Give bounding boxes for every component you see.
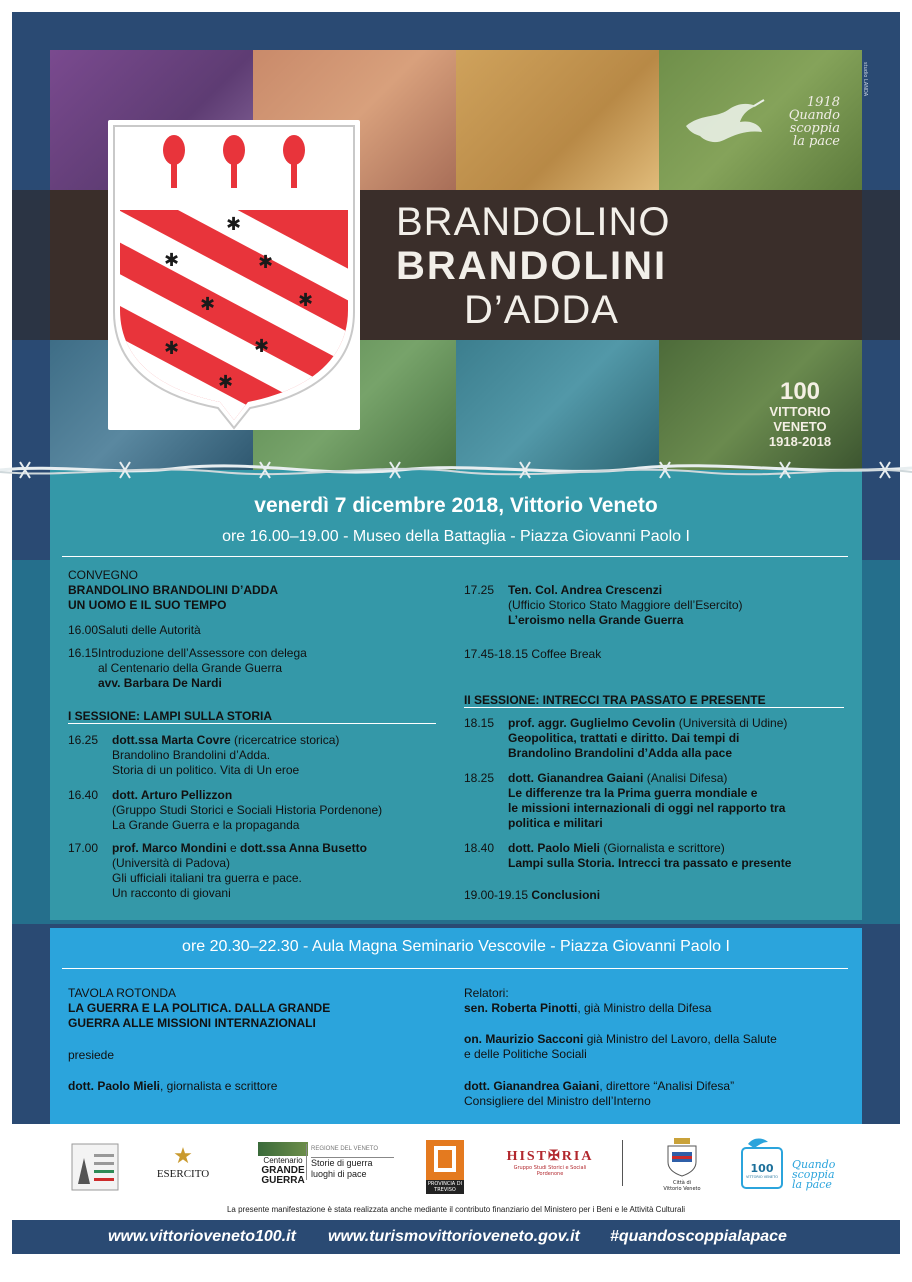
title-line-1: BRANDOLINO xyxy=(396,200,671,244)
speaker-affiliation: (Ufficio Storico Stato Maggiore dell’Esercito) xyxy=(508,598,743,612)
schedule-time: 16.40 xyxy=(68,788,99,802)
provincia-logo xyxy=(426,1140,464,1192)
session-1-title: I SESSIONE: LAMPI SULLA STORIA xyxy=(68,709,273,723)
centenario-line: Centenario xyxy=(263,1156,303,1165)
schedule-time: 18.15 xyxy=(464,716,495,730)
speaker-role-line: Consigliere del Ministro dell’Interno xyxy=(464,1094,651,1108)
talk-title: Brandolino Brandolini d’Adda. xyxy=(112,748,271,762)
speakers-list xyxy=(464,986,854,1116)
barbed-wire-icon xyxy=(0,450,912,490)
svg-text:✱: ✱ xyxy=(200,294,216,315)
speaker-name: dott. Arturo Pellizzon xyxy=(112,788,233,802)
esercito-logo xyxy=(148,1146,218,1180)
schedule-speaker-line xyxy=(508,771,727,786)
storie-line: Storie di guerra xyxy=(311,1158,373,1168)
title-band-left xyxy=(12,190,50,340)
speaker-affiliation: (Università di Udine) xyxy=(675,716,788,730)
schedule-speaker-line xyxy=(112,841,367,856)
speaker-entry xyxy=(464,1032,854,1047)
schedule-time: 17.45-18.15 xyxy=(464,647,529,661)
svg-text:✱: ✱ xyxy=(164,338,180,359)
centenary-line: VENETO xyxy=(773,419,827,434)
svg-text:✱: ✱ xyxy=(226,214,242,235)
photo-tile xyxy=(456,50,659,190)
schedule-speaker-line xyxy=(508,841,725,856)
storie-line: luoghi di pace xyxy=(311,1169,367,1179)
historia-label: HIST✠RIA xyxy=(506,1149,594,1164)
speaker-role-line: e delle Politiche Sociali xyxy=(464,1047,587,1061)
round-table-label: TAVOLA ROTONDA xyxy=(68,986,177,1000)
talk-title: Le differenze tra la Prima guerra mondiale e xyxy=(508,786,758,800)
centenary-line: VITTORIO xyxy=(769,404,831,419)
quando-line: scoppia xyxy=(792,1168,835,1181)
star-icon: ★ xyxy=(173,1144,193,1169)
speaker-name: dott. Paolo Mieli xyxy=(508,841,600,855)
svg-text:✱: ✱ xyxy=(254,336,270,357)
schedule-time: 17.00 xyxy=(68,841,99,855)
centenary-line: 1918-2018 xyxy=(768,434,832,449)
centenario-mark xyxy=(258,1142,308,1156)
divider xyxy=(464,707,844,708)
schedule-speaker-line xyxy=(508,716,787,731)
regione-label: REGIONE DEL VENETO xyxy=(311,1144,394,1158)
campaign-logo xyxy=(768,96,840,148)
speaker-affiliation: (ricercatrice storica) xyxy=(230,733,340,747)
campaign-year: 1918 xyxy=(806,95,840,110)
centenario-line: GRANDE xyxy=(261,1165,305,1176)
speaker-role: , già Ministro della Difesa xyxy=(577,1001,712,1015)
convegno-subtitle: UN UOMO E IL SUO TEMPO xyxy=(68,598,227,612)
talk-title: Gli ufficiali italiani tra guerra e pace. xyxy=(112,871,302,885)
footer-link[interactable]: www.turismovittorioveneto.gov.it xyxy=(328,1228,580,1245)
schedule-time: 17.25 xyxy=(464,583,495,597)
program-left-column xyxy=(68,568,448,908)
campaign-line: la pace xyxy=(792,134,840,149)
quando-line: la pace xyxy=(792,1178,832,1191)
chair-line xyxy=(68,1079,448,1094)
schedule-time: 19.00-19.15 xyxy=(464,888,529,902)
campaign-line: Quando xyxy=(788,108,840,123)
program-right-column xyxy=(464,583,854,913)
speaker-name: prof. aggr. Guglielmo Cevolin xyxy=(508,716,676,730)
speaker-affiliation: (Analisi Difesa) xyxy=(643,771,728,785)
evening-time-place: ore 20.30–22.30 - Aula Magna Seminario Vescovile - Piazza Giovanni Paolo I xyxy=(182,938,730,955)
citta-logo xyxy=(660,1136,704,1192)
title-line-3: D’ADDA xyxy=(464,288,619,332)
divider xyxy=(62,968,848,969)
speaker-role: già Ministro del Lavoro, della Salute xyxy=(583,1032,777,1046)
convegno-title: BRANDOLINO BRANDOLINI D’ADDA xyxy=(68,583,278,597)
regione-logo xyxy=(306,1144,394,1180)
title-line-2: BRANDOLINI xyxy=(396,244,668,288)
speakers-label: Relatori: xyxy=(464,986,509,1000)
historia-logo xyxy=(498,1148,602,1177)
page-title xyxy=(396,200,776,332)
speaker-name: dott. Gianandrea Gaiani xyxy=(508,771,644,785)
round-table-title: LA GUERRA E LA POLITICA. DALLA GRANDE xyxy=(68,1001,331,1015)
anniversary-icon xyxy=(70,1142,120,1192)
quando-logo xyxy=(740,1134,850,1192)
quando-text xyxy=(792,1160,835,1190)
footer-link[interactable]: www.vittorioveneto100.it xyxy=(108,1228,296,1245)
speaker-name: dott.ssa Anna Busetto xyxy=(240,841,367,855)
esercito-label: ESERCITO xyxy=(156,1168,210,1180)
design-credit: studio LANDA xyxy=(862,62,868,97)
schedule-text: Saluti delle Autorità xyxy=(98,623,201,637)
coat-of-arms xyxy=(108,120,360,430)
speaker-entry xyxy=(464,1001,854,1016)
sponsor-logos xyxy=(0,1132,912,1202)
talk-title: L’eroismo nella Grande Guerra xyxy=(508,613,684,627)
talk-title: Geopolitica, trattati e diritto. Dai tempi di xyxy=(508,731,740,745)
quando-line: Quando xyxy=(792,1158,836,1171)
schedule-text: Introduzione dell’Assessore con delega xyxy=(98,646,307,660)
schedule-text: Coffee Break xyxy=(531,647,602,661)
provincia-icon xyxy=(426,1140,464,1178)
title-band-right xyxy=(862,190,900,340)
footer-hashtag: #quandoscoppialapace xyxy=(610,1228,787,1245)
round-table-title: GUERRA ALLE MISSIONI INTERNAZIONALI xyxy=(68,1016,316,1030)
talk-title: Brandolino Brandolini d’Adda alla pace xyxy=(508,746,733,760)
coat-of-arms-icon xyxy=(108,120,360,430)
session-2-title: II SESSIONE: INTRECCI TRA PASSATO E PRESENTE xyxy=(464,693,766,707)
schedule-text: al Centenario della Grande Guerra xyxy=(98,661,283,675)
speaker-affiliation: (Giornalista e scrittore) xyxy=(600,841,725,855)
city-crest-icon xyxy=(664,1136,700,1178)
schedule-item xyxy=(464,647,854,662)
talk-title: Un racconto di giovani xyxy=(112,886,231,900)
schedule-text: Conclusioni xyxy=(531,888,601,902)
speaker-name: Ten. Col. Andrea Crescenzi xyxy=(508,583,663,597)
round-table xyxy=(68,986,448,1116)
disclaimer: La presente manifestazione è stata realizzata anche mediante il contributo finanziario del Ministero per i Beni e le Attività Culturali xyxy=(226,1205,686,1214)
event-date: venerdì 7 dicembre 2018, Vittorio Veneto xyxy=(254,494,658,517)
historia-sub: Pordenone xyxy=(536,1171,564,1177)
talk-title: Storia di un politico. Vita di Un eroe xyxy=(112,763,300,777)
schedule-time: 16.25 xyxy=(68,733,99,747)
speaker-affiliation: (Gruppo Studi Storici e Sociali Historia Pordenone) xyxy=(112,803,383,817)
chair-label: presiede xyxy=(68,1048,115,1062)
divider xyxy=(622,1140,623,1186)
centenario-line: GUERRA xyxy=(261,1175,305,1186)
svg-text:✱: ✱ xyxy=(258,252,274,273)
schedule-item xyxy=(464,888,854,903)
event-time-place: ore 16.00–19.00 - Museo della Battaglia - Piazza Giovanni Paolo I xyxy=(222,528,690,545)
talk-title: Lampi sulla Storia. Intrecci tra passato e presente xyxy=(508,856,792,870)
schedule-time: 16.15 xyxy=(68,646,99,660)
badge-text: VITTORIO VENETO xyxy=(745,1175,779,1179)
svg-text:✱: ✱ xyxy=(298,290,314,311)
speaker-affiliation: (Università di Padova) xyxy=(112,856,231,870)
schedule-time: 18.40 xyxy=(464,841,495,855)
centenary-number: 100 xyxy=(779,378,821,405)
schedule-time: 16.00 xyxy=(68,623,99,637)
campaign-line: scoppia xyxy=(789,121,840,136)
divider xyxy=(68,723,436,724)
chair-name: dott. Paolo Mieli xyxy=(68,1079,160,1093)
citta-line: Città di xyxy=(672,1180,692,1186)
svg-text:✱: ✱ xyxy=(164,250,180,271)
footer xyxy=(12,1220,900,1254)
speaker-name: dott.ssa Marta Covre xyxy=(112,733,231,747)
centenary-logo xyxy=(760,380,840,449)
centenario-logo xyxy=(258,1142,308,1186)
speaker-name: on. Maurizio Sacconi xyxy=(464,1032,584,1046)
provincia-label: PROVINCIA DI TREVISO xyxy=(427,1181,463,1193)
schedule-time: 18.25 xyxy=(464,771,495,785)
badge-number: 100 xyxy=(750,1162,774,1175)
speaker-name: prof. Marco Mondini xyxy=(112,841,227,855)
speaker-name: dott. Gianandrea Gaiani xyxy=(464,1079,600,1093)
schedule-speaker: avv. Barbara De Nardi xyxy=(98,676,222,690)
speaker-role: , direttore “Analisi Difesa” xyxy=(599,1079,735,1093)
chair-role: , giornalista e scrittore xyxy=(160,1079,278,1093)
svg-text:✱: ✱ xyxy=(218,372,234,393)
talk-title: politica e militari xyxy=(508,816,603,830)
convegno-label: CONVEGNO xyxy=(68,568,139,582)
divider xyxy=(62,556,848,557)
historia-sub: Gruppo Studi Storici e Sociali xyxy=(513,1165,587,1171)
citta-line: Vittorio Veneto xyxy=(663,1186,701,1192)
speaker-name: sen. Roberta Pinotti xyxy=(464,1001,578,1015)
speaker-connector: e xyxy=(226,841,240,855)
talk-title: le missioni internazionali di oggi nel rapporto tra xyxy=(508,801,786,815)
schedule-speaker-line xyxy=(112,733,339,748)
anniversary-logo xyxy=(70,1142,120,1192)
talk-title: La Grande Guerra e la propaganda xyxy=(112,818,300,832)
speaker-entry xyxy=(464,1079,854,1094)
